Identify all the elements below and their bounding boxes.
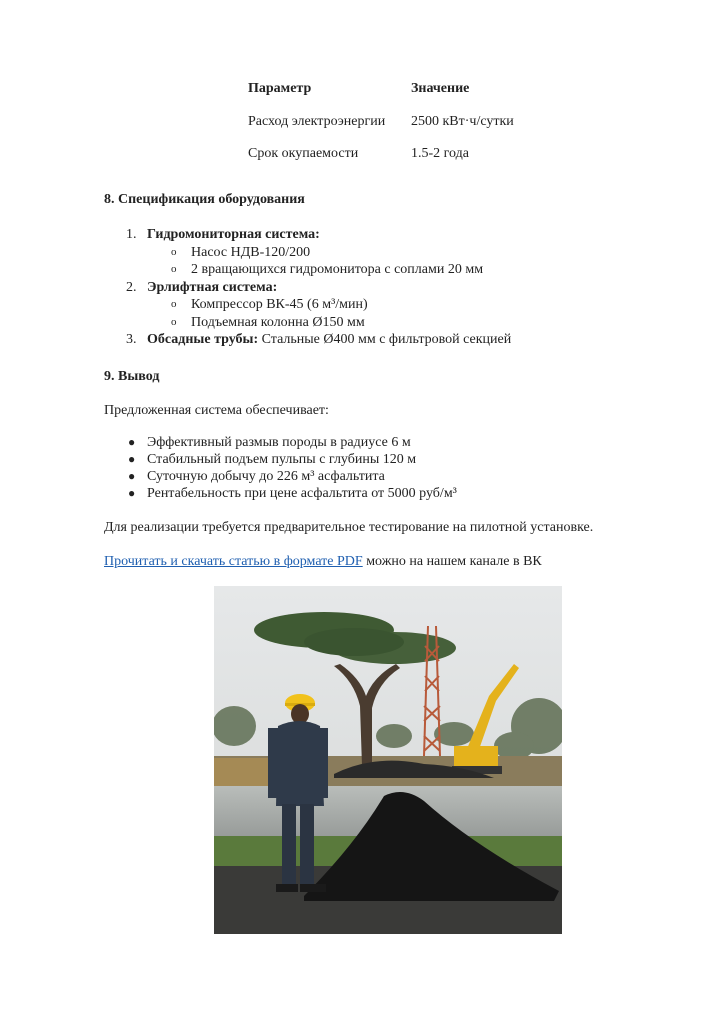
sub-list-item — [104, 244, 664, 262]
circle-bullet-icon: o — [171, 298, 177, 310]
sub-list-item — [104, 314, 664, 332]
table-cell: 2500 кВт·ч/сутки — [411, 114, 514, 129]
bullet-text: Эффективный размыв породы в радиусе 6 м — [147, 435, 411, 450]
item-label: Эрлифтная система: — [147, 279, 278, 295]
section-9-heading: 9. Вывод — [104, 369, 160, 384]
list-item — [104, 331, 664, 349]
list-item — [104, 226, 664, 279]
table-row — [248, 130, 514, 162]
conclusion-note: Для реализации требуется предварительное тестирование на пилотной установке. — [104, 520, 594, 535]
circle-bullet-icon: o — [171, 245, 177, 258]
link-suffix-text: можно на нашем канале в ВК — [362, 554, 542, 569]
bullet-icon: ● — [128, 452, 136, 466]
list-number: 2. — [126, 279, 137, 295]
sub-list-item — [104, 261, 664, 279]
list-number: 1. — [126, 227, 137, 242]
circle-bullet-icon: o — [171, 315, 177, 328]
item-label: Обсадные трубы: — [147, 332, 259, 347]
equipment-list — [104, 226, 664, 349]
sub-list — [147, 296, 664, 331]
mining-site-illustration — [214, 586, 562, 934]
sub-item-text: Подъемная колонна Ø150 мм — [191, 314, 365, 330]
illustration-photo — [214, 586, 562, 934]
circle-bullet-icon: o — [171, 263, 177, 275]
pdf-download-link[interactable]: Прочитать и скачать статью в формате PDF — [104, 554, 363, 569]
bullet-icon: ● — [128, 469, 136, 483]
list-item — [104, 451, 457, 468]
bullet-icon: ● — [128, 486, 136, 500]
table-cell: Расход электроэнергии — [248, 114, 386, 129]
sub-item-text: Компрессор ВК-45 (6 м³/мин) — [191, 297, 368, 312]
table-cell: 1.5-2 года — [411, 146, 469, 161]
table-header-cell: Значение — [411, 80, 470, 96]
download-paragraph — [104, 553, 542, 570]
table-cell: Срок окупаемости — [248, 146, 359, 161]
bullet-icon: ● — [128, 435, 136, 449]
list-item — [104, 468, 457, 485]
item-label: Гидромониторная система: — [147, 227, 320, 242]
sub-item-text: Насос НДВ-120/200 — [191, 244, 311, 260]
list-item — [104, 279, 664, 332]
bullet-text: Рентабельность при цене асфальтита от 5000 руб/м³ — [147, 486, 457, 501]
item-text: Стальные Ø400 мм с фильтровой секцией — [258, 332, 512, 347]
sub-list-item — [104, 296, 664, 314]
table-header-cell: Параметр — [248, 80, 312, 96]
parameter-table — [248, 78, 514, 162]
table-row — [248, 98, 514, 130]
list-number: 3. — [126, 332, 137, 347]
section-8-heading: 8. Спецификация оборудования — [104, 192, 305, 207]
sub-item-text: 2 вращающихся гидромонитора с соплами 20 мм — [191, 262, 484, 277]
list-item — [104, 485, 457, 502]
conclusion-bullets — [104, 434, 457, 502]
bullet-text: Стабильный подъем пульпы с глубины 120 м — [147, 452, 417, 467]
bullet-text: Суточную добычу до 226 м³ асфальтита — [147, 469, 385, 484]
table-header-row — [248, 78, 514, 98]
sub-list — [147, 244, 664, 279]
conclusion-intro: Предложенная система обеспечивает: — [104, 403, 329, 418]
list-item — [104, 434, 457, 451]
